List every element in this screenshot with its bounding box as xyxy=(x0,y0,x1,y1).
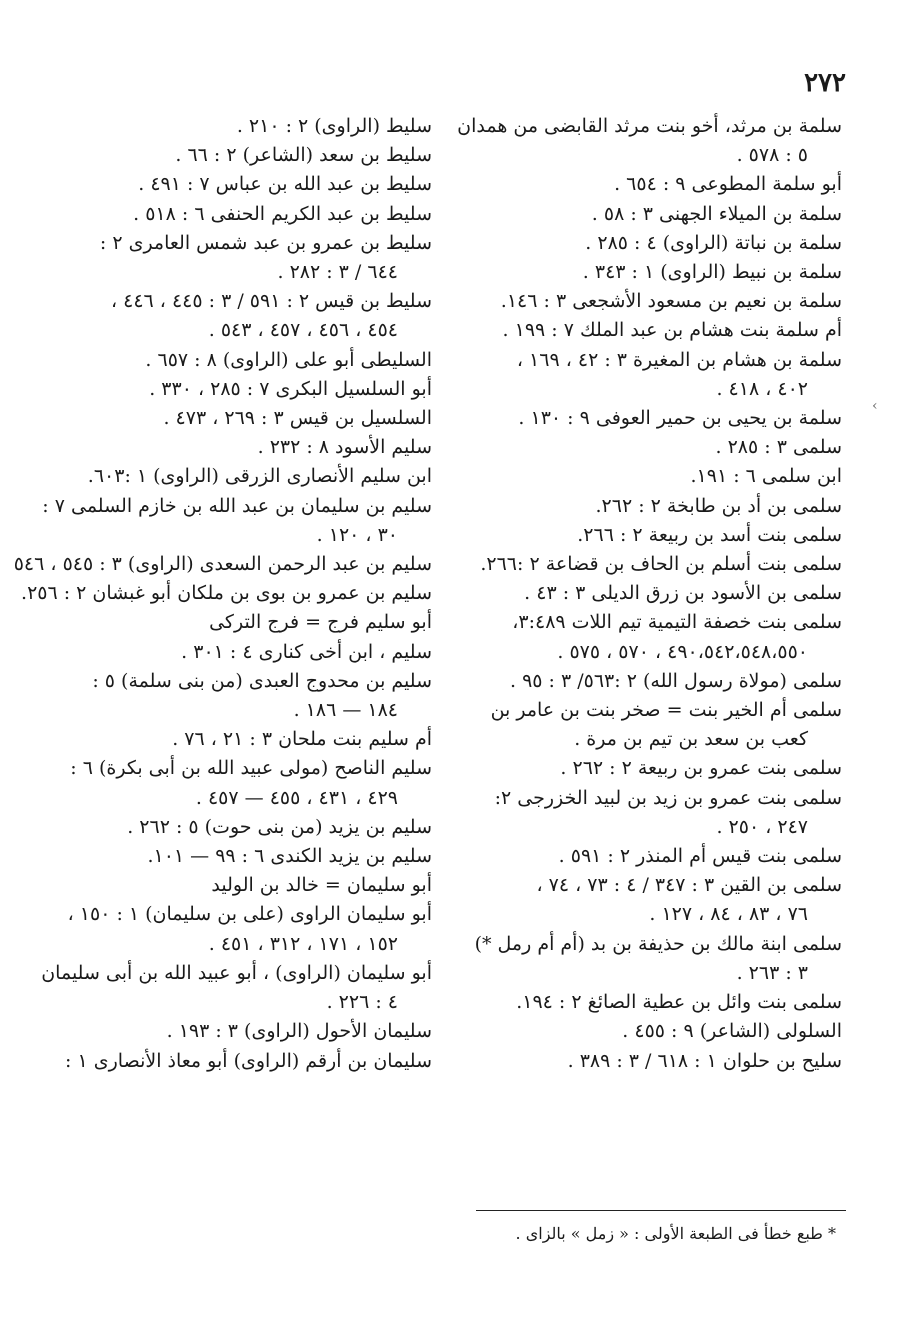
index-entry xyxy=(457,112,842,170)
index-entry xyxy=(47,229,432,287)
entry-line: أبو سلمة المطوعى ٩ : ٦٥٤ . xyxy=(614,173,842,196)
index-entry xyxy=(41,959,432,1017)
entry-line: سليم بن يزيد (من بنى حوت) ٥ : ٢٦٢ . xyxy=(127,815,432,838)
entry-line: سليط بن عبد الله بن عباس ٧ : ٤٩١ . xyxy=(138,173,432,196)
entry-continuation-line: كعب بن سعد بن تيم بن مرة . xyxy=(574,728,808,751)
entry-line: سلمى أم الخير بنت = صخر بنت بن عامر بن xyxy=(490,699,842,722)
index-entry xyxy=(47,754,432,812)
entry-line: السليطى أبو على (الراوى) ٨ : ٦٥٧ . xyxy=(145,348,432,371)
entry-line: سلمى بنت قيس أم المنذر ٢ : ٥٩١ . xyxy=(558,845,842,868)
entry-line: أبو سليمان = خالد بن الوليد xyxy=(211,874,432,897)
entry-line: سليم الأسود ٨ : ٢٣٢ . xyxy=(257,436,432,459)
index-entry xyxy=(47,170,432,199)
entry-continuation-line: ٤ : ٢٢٦ . xyxy=(326,991,398,1014)
entry-continuation-line: ٢٤٧ ، ٢٥٠ . xyxy=(716,815,808,838)
footnote-separator xyxy=(476,1210,846,1211)
entry-line: سليم بن عمرو بن بوى بن ملكان أبو غبشان ٢ : ٢٥٦. xyxy=(21,582,432,605)
index-entry xyxy=(467,988,842,1017)
entry-line: أبو سليم فرج = فرج التركى xyxy=(209,611,432,634)
entry-line: أبو سليمان الراوى (على بن سليمان) ١ : ١٥٠ ، xyxy=(67,903,432,926)
index-entry xyxy=(467,492,842,521)
index-entry xyxy=(467,930,842,988)
index-column-left xyxy=(13,112,432,1076)
index-entry xyxy=(47,287,432,345)
index-entry xyxy=(47,375,432,404)
entry-continuation-line: ٤٩٠،٥٤٢،٥٤٨،٥٥٠ ، ٥٧٠ ، ٥٧٥ . xyxy=(557,640,808,663)
index-entry xyxy=(47,346,432,375)
index-entry xyxy=(467,462,842,491)
entry-line: السلسيل بن قيس ٣ : ٢٦٩ ، ٤٧٣ . xyxy=(163,407,432,430)
entry-line: سليم بن عبد الرحمن السعدى (الراوى) ٣ : ٥٤٥ ، ٥٤٦ xyxy=(13,553,432,576)
entry-continuation-line: ٣٠ ، ١٢٠ . xyxy=(316,523,398,546)
index-entry xyxy=(47,462,432,491)
entry-line: سلمى بنت أسلم بن الحاف بن قضاعة ٢ :٢٦٦. xyxy=(480,553,842,576)
entry-line: سلمى بنت وائل بن عطية الصائغ ٢ : ١٩٤. xyxy=(516,991,842,1014)
index-entry xyxy=(467,667,842,696)
index-entry xyxy=(467,346,842,404)
index-column-right xyxy=(457,112,842,1076)
index-entry xyxy=(467,754,842,783)
index-entry xyxy=(47,813,432,842)
entry-line: سلمى ٣ : ٢٨٥ . xyxy=(715,436,842,459)
entry-line: سلمى بنت عمرو بن ربيعة ٢ : ٢٦٢ . xyxy=(560,757,842,780)
entry-line: سليط بن عبد الكريم الحنفى ٦ : ٥١٨ . xyxy=(133,202,432,225)
index-entry xyxy=(21,579,432,608)
entry-line: سلمى بنت أسد بن ربيعة ٢ : ٢٦٦. xyxy=(577,523,842,546)
entry-line: سلمة بن نبيط (الراوى) ١ : ٣٤٣ . xyxy=(582,261,842,284)
index-entry xyxy=(467,316,842,345)
entry-line: سلمى (مولاة رسول الله) ٢ :٥٦٣/ ٣ : ٩٥ . xyxy=(509,669,842,692)
entry-line: أبو سليمان (الراوى) ، أبو عبيد الله بن أبى سليمان xyxy=(41,961,432,984)
entry-continuation-line: ٤٢٩ ، ٤٣١ ، ٤٥٥ — ٤٥٧ . xyxy=(195,786,398,809)
entry-line: سليط (الراوى) ٢ : ٢١٠ . xyxy=(236,115,432,137)
entry-continuation-line: ٤٠٢ ، ٤١٨ . xyxy=(716,377,808,400)
index-entry xyxy=(47,871,432,900)
entry-line: سليح بن حلوان ١ : ٦١٨ / ٣ : ٣٨٩ . xyxy=(567,1049,842,1072)
index-entry xyxy=(47,433,432,462)
entry-line: سليم بن محدوج العبدى (من بنى سلمة) ٥ : xyxy=(92,669,432,692)
index-entry xyxy=(47,638,432,667)
index-entry xyxy=(467,1017,842,1046)
entry-line: سلمى بنت خصفة التيمية تيم اللات ٣:٤٨٩، xyxy=(512,611,842,634)
index-entry xyxy=(47,112,432,141)
entry-line: سليم بن سليمان بن عبد الله بن خازم السلمى ٧ : xyxy=(42,494,432,517)
entry-continuation-line: ٥ : ٥٧٨ . xyxy=(736,144,808,167)
entry-line: سليط بن قيس ٢ : ٥٩١ / ٣ : ٤٤٥ ، ٤٤٦ ، xyxy=(110,290,432,313)
entry-line: سلمة بن مرثد، أخو بنت مرثد القابضى من همدان xyxy=(457,115,842,137)
entry-continuation-line: ٧٦ ، ٨٣ ، ٨٤ ، ١٢٧ . xyxy=(649,903,808,926)
entry-line: سلمى بن أد بن طابخة ٢ : ٢٦٢. xyxy=(595,494,842,517)
entry-line: سليمان بن أرقم (الراوى) أبو معاذ الأنصارى ١ : xyxy=(65,1049,432,1072)
entry-line: أبو السلسيل البكرى ٧ : ٢٨٥ ، ٣٣٠ . xyxy=(149,377,432,400)
margin-mark: ‹ xyxy=(872,398,878,414)
index-entry xyxy=(467,784,842,842)
index-entry xyxy=(13,550,432,579)
index-entry xyxy=(47,200,432,229)
entry-line: سليمان الأحول (الراوى) ٣ : ١٩٣ . xyxy=(166,1020,432,1043)
entry-line: سلمة بن هشام بن المغيرة ٣ : ٤٢ ، ١٦٩ ، xyxy=(516,348,842,371)
index-entry xyxy=(467,404,842,433)
entry-continuation-line: ٦٤٤ / ٣ : ٢٨٢ . xyxy=(277,261,398,284)
index-entry xyxy=(467,521,842,550)
entry-line: سلمة بن نباتة (الراوى) ٤ : ٢٨٥ . xyxy=(585,231,842,254)
index-entry xyxy=(467,608,842,666)
index-entry xyxy=(467,258,842,287)
entry-line: سليم ، ابن أخى كنارى ٤ : ٣٠١ . xyxy=(181,640,432,663)
page-number: ٢٧٢ xyxy=(804,68,846,98)
index-entry xyxy=(467,1047,842,1076)
index-entry xyxy=(47,141,432,170)
entry-line: سلمى بن الأسود بن زرق الديلى ٣ : ٤٣ . xyxy=(524,582,842,605)
entry-line: سلمى بن القين ٣ : ٣٤٧ / ٤ : ٧٣ ، ٧٤ ، xyxy=(536,874,842,897)
index-entry xyxy=(467,433,842,462)
entry-line: السلولى (الشاعر) ٩ : ٤٥٥ . xyxy=(622,1020,842,1043)
index-entry xyxy=(467,871,842,929)
entry-line: سليط بن عمرو بن عبد شمس العامرى ٢ : xyxy=(99,231,432,254)
index-entry xyxy=(47,404,432,433)
index-entry xyxy=(467,579,842,608)
index-entry xyxy=(47,667,432,725)
index-entry xyxy=(467,229,842,258)
entry-line: سليم الناصح (مولى عبيد الله بن أبى بكرة) ٦ : xyxy=(70,757,432,780)
index-entry xyxy=(467,550,842,579)
entry-line: سلمة بن الميلاء الجهنى ٣ : ٥٨ . xyxy=(591,202,842,225)
entry-line: أم سلمة بنت هشام بن عبد الملك ٧ : ١٩٩ . xyxy=(502,319,842,342)
entry-line: سليم بن يزيد الكندى ٦ : ٩٩ — ١٠١. xyxy=(147,845,432,868)
index-entry xyxy=(42,492,432,550)
entry-line: ابن سليم الأنصارى الزرقى (الراوى) ١ :٦٠٣. xyxy=(87,465,432,488)
entry-line: أم سليم بنت ملحان ٣ : ٢١ ، ٧٦ . xyxy=(172,728,432,751)
index-entry xyxy=(47,842,432,871)
entry-line: سليط بن سعد (الشاعر) ٢ : ٦٦ . xyxy=(175,144,432,167)
index-entry xyxy=(467,170,842,199)
entry-continuation-line: ٤٥٤ ، ٤٥٦ ، ٤٥٧ ، ٥٤٣ . xyxy=(208,319,398,342)
footnote: * طبع خطأ فى الطبعة الأولى : « زمل » بالزاى . xyxy=(515,1224,836,1243)
index-entry xyxy=(47,725,432,754)
entry-continuation-line: ٣ : ٢٦٣ . xyxy=(736,961,808,984)
entry-line: سلمى بنت عمرو بن زيد بن لبيد الخزرجى ٢: xyxy=(494,786,842,809)
entry-line: سلمة بن يحيى بن حمير العوفى ٩ : ١٣٠ . xyxy=(518,407,842,430)
index-entry xyxy=(47,900,432,958)
index-entry xyxy=(47,1047,432,1076)
index-entry xyxy=(47,608,432,637)
entry-continuation-line: ١٥٢ ، ١٧١ ، ٣١٢ ، ٤٥١ . xyxy=(208,932,398,955)
entry-line: سلمى ابنة مالك بن حذيفة بن بد (أم أم رمل *) xyxy=(474,932,842,955)
index-entry xyxy=(467,842,842,871)
index-entry xyxy=(467,696,842,754)
index-entry xyxy=(467,287,842,316)
index-entry xyxy=(47,1017,432,1046)
entry-line: سلمة بن نعيم بن مسعود الأشجعى ٣ : ١٤٦. xyxy=(500,290,842,313)
entry-line: ابن سلمى ٦ : ١٩١. xyxy=(690,465,842,488)
entry-continuation-line: ١٨٤ — ١٨٦ . xyxy=(293,699,398,722)
index-entry xyxy=(467,200,842,229)
